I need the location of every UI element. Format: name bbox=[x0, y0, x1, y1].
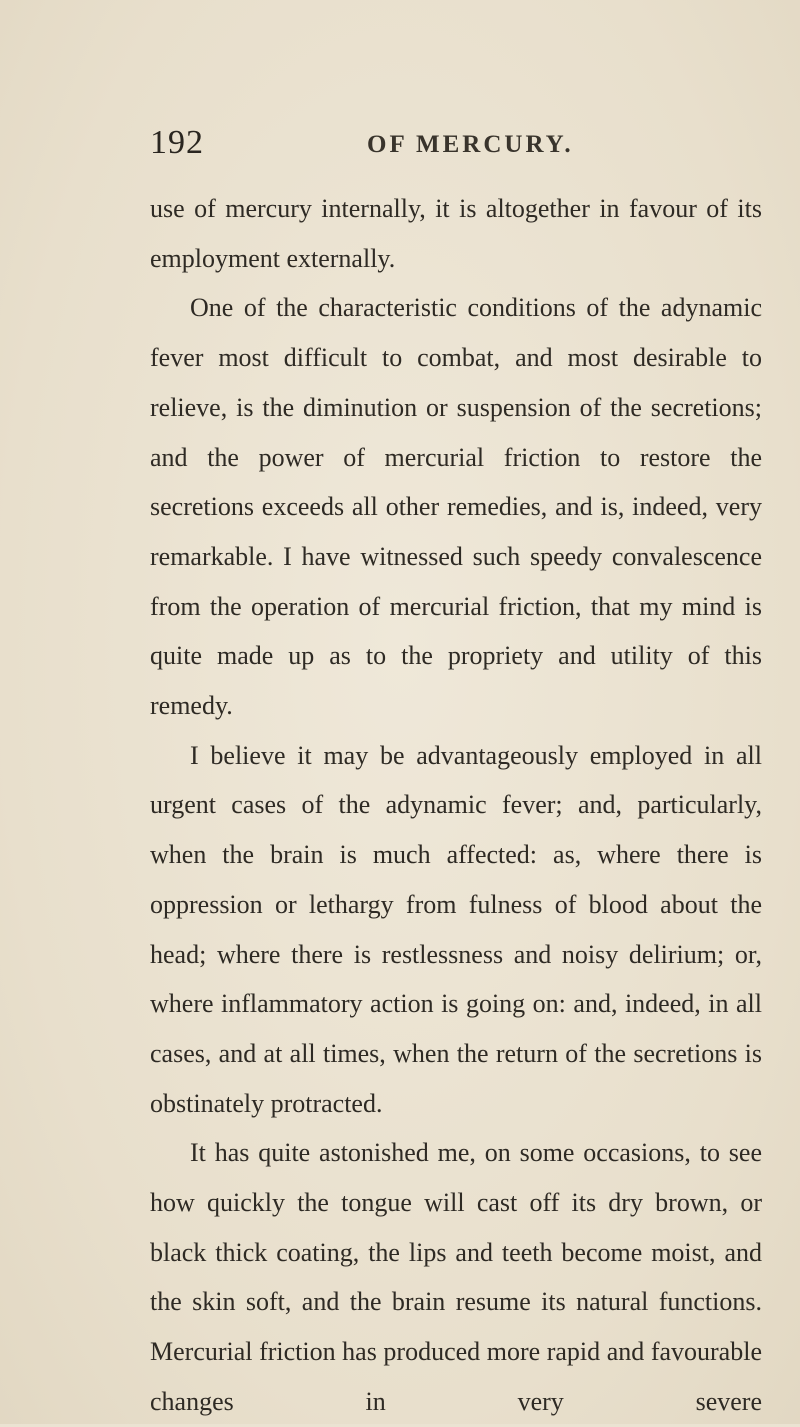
paragraph-1: use of mercury internally, it is altogether in favour of its employment externally. bbox=[150, 194, 762, 273]
page-number: 192 bbox=[150, 124, 204, 161]
paragraph-3: I believe it may be advantageously employed in all urgent cases of the adynamic fever; and, particularly, when the brain is much affected: as, where there is oppression or lethargy from fulness of blood about the head; where there is restlessness and noisy delirium; or, where inflammatory action is going on: and, indeed, in all cases, and at all times, when the return of the secretions is obstinately protracted. bbox=[150, 740, 762, 1118]
running-head: OF MERCURY. bbox=[367, 131, 574, 158]
page-header bbox=[150, 124, 630, 174]
paragraph-4: It has quite astonished me, on some occasions, to see how quickly the tongue will cast off its dry brown, or black thick coating, the lips and teeth become moist, and the skin soft, and the brain resume its natural functions. Mercurial friction has produced more rapid and favourable changes in very severe bbox=[150, 1138, 762, 1416]
body-text bbox=[150, 184, 762, 1427]
paragraph-2: One of the characteristic conditions of the adynamic fever most difficult to combat, and most desirable to relieve, is the diminution or suspension of the secretions; and the power of mercurial friction to restore the secretions exceeds all other remedies, and is, indeed, very remarkable. I have witnessed such speedy convalescence from the operation of mercurial friction, that my mind is quite made up as to the propriety and utility of this remedy. bbox=[150, 293, 762, 721]
